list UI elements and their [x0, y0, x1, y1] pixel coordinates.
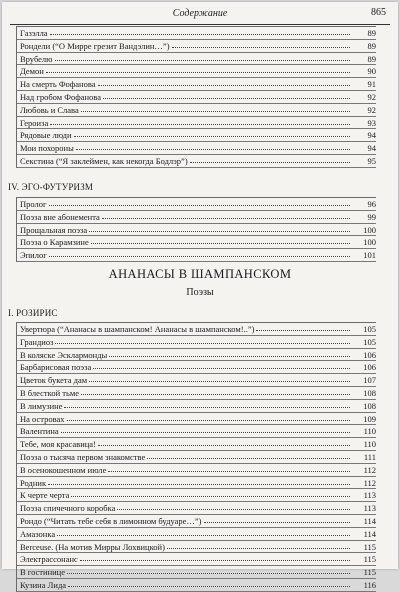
entry-page-number: 94 — [367, 143, 376, 154]
entry-title: На островах — [20, 413, 65, 424]
entry-page-number: 89 — [367, 53, 376, 64]
dot-leader — [67, 412, 350, 421]
entry-page-number: 115 — [363, 554, 376, 565]
entry-page-number: 107 — [363, 375, 376, 386]
entry-page-number: 92 — [367, 104, 376, 115]
dot-leader — [50, 116, 350, 125]
entry-page-number: 113 — [363, 503, 376, 514]
entry-title: Рондо (“Читать тебе себя в лимонном будуаре…”) — [20, 515, 202, 526]
entry-page-number: 100 — [363, 224, 376, 235]
entry-title: Родник — [20, 477, 47, 488]
toc-list-continued — [16, 26, 376, 168]
toc-list-roziris — [16, 322, 376, 592]
toc-content — [2, 25, 398, 590]
entry-title: Тебе, моя красавица! — [20, 439, 96, 450]
dot-leader — [108, 463, 350, 472]
running-header — [10, 2, 390, 24]
entry-page-number: 100 — [363, 237, 376, 248]
dot-leader — [57, 527, 350, 536]
entry-title: На смерть Фофанова — [20, 79, 96, 90]
entry-title: Рондели (“О Мирре грезит Вандэлин…”) — [20, 40, 170, 51]
entry-page-number: 95 — [367, 155, 376, 166]
entry-page-number: 116 — [363, 579, 376, 590]
dot-leader — [98, 77, 350, 86]
dot-leader — [46, 64, 350, 73]
entry-title: Прощальная поэза — [20, 224, 88, 235]
entry-title: Увертюра (“Ананасы в шампанском! Ананасы в шампанском!..”) — [20, 324, 255, 334]
toc-entry — [17, 579, 376, 592]
dot-leader — [55, 335, 350, 344]
entry-title: Цветок букета дам — [20, 375, 88, 386]
entry-title: Поэза о Карамзине — [20, 237, 89, 248]
entry-page-number: 91 — [367, 79, 376, 90]
entry-page-number: 110 — [363, 439, 376, 450]
book-title: АНАНАСЫ В ШАМПАНСКОМ — [108, 267, 292, 281]
section-heading-ego-futurism: IV. ЭГО-ФУТУРИЗМ — [8, 182, 94, 192]
entry-page-number: 114 — [363, 528, 376, 539]
dot-leader — [172, 39, 350, 48]
dot-leader — [74, 128, 350, 137]
entry-title: Демон — [20, 66, 44, 77]
book-subtitle: Поэзы — [186, 287, 214, 298]
entry-title: Героиза — [20, 117, 49, 128]
entry-title: В коляске Эсклармонды — [20, 349, 108, 360]
dot-leader — [64, 399, 350, 408]
entry-title: В лимузине — [20, 400, 63, 411]
toc-entry — [17, 249, 376, 262]
entry-title: Валентина — [20, 426, 59, 437]
section-heading-roziris: I. РОЗИРИС — [8, 308, 58, 318]
entry-page-number: 93 — [367, 117, 376, 128]
dot-leader — [81, 386, 350, 395]
dot-leader — [190, 154, 350, 163]
dot-leader — [103, 90, 350, 99]
entry-page-number: 89 — [367, 40, 376, 51]
entry-title: Поэза вне абонемента — [20, 211, 100, 222]
entry-title: К черте черта — [20, 490, 70, 501]
dot-leader — [76, 141, 350, 150]
entry-page-number: 114 — [363, 515, 376, 526]
entry-title: Поэза спичечного коробка — [20, 503, 116, 514]
entry-title: Поэза о тысяча первом знакомстве — [20, 451, 146, 462]
dot-leader — [81, 103, 350, 112]
entry-page-number: 94 — [367, 130, 376, 141]
dot-leader — [89, 223, 350, 232]
entry-title: В блесткой тьме — [20, 387, 79, 398]
entry-title: Секстина (“Я заклеймен, как некогда Бодлэр”) — [20, 155, 188, 166]
entry-page-number: 111 — [363, 451, 376, 462]
entry-title: Над гробом Фофанова — [20, 91, 101, 102]
entry-page-number: 92 — [367, 91, 376, 102]
entry-page-number: 108 — [363, 400, 376, 411]
entry-title: Газэлла — [20, 28, 48, 38]
entry-page-number: 110 — [363, 426, 376, 437]
entry-page-number: 105 — [363, 324, 376, 334]
dot-leader — [48, 476, 350, 485]
dot-leader — [68, 578, 350, 587]
entry-title: Кузина Лида — [20, 579, 67, 590]
dot-leader — [109, 348, 350, 357]
dot-leader — [256, 322, 350, 331]
dot-leader — [49, 248, 350, 257]
entry-title: В гостинице — [20, 567, 65, 578]
entry-page-number: 99 — [367, 211, 376, 222]
entry-page-number: 115 — [363, 541, 376, 552]
document-page — [2, 2, 398, 590]
entry-title: Амазонка — [20, 528, 56, 539]
entry-page-number: 112 — [363, 464, 376, 475]
entry-title: В осенокошенном июле — [20, 464, 107, 475]
dot-leader — [102, 210, 350, 219]
entry-title: Эпилог — [20, 250, 47, 261]
dot-leader — [98, 437, 350, 446]
entry-page-number: 115 — [363, 567, 376, 578]
dot-leader — [67, 565, 350, 574]
dot-leader — [50, 26, 350, 35]
dot-leader — [91, 235, 350, 244]
dot-leader — [89, 373, 350, 382]
entry-page-number: 108 — [363, 387, 376, 398]
entry-title: Грандиоз — [20, 336, 54, 347]
entry-page-number: 106 — [363, 349, 376, 360]
page-number: 865 — [371, 7, 386, 18]
entry-title: Электрассонанс — [20, 554, 78, 565]
dot-leader — [147, 450, 350, 459]
entry-title: Пролог — [20, 199, 47, 209]
running-title: Содержание — [172, 8, 228, 19]
entry-title: Рядовые люди — [20, 130, 72, 141]
entry-title: Любовь и Слава — [20, 104, 79, 115]
dot-leader — [55, 52, 350, 61]
entry-title: Врубелю — [20, 53, 53, 64]
dot-leader — [80, 552, 350, 561]
entry-page-number: 109 — [363, 413, 376, 424]
entry-page-number: 89 — [367, 28, 376, 38]
entry-title: Berceuse. (На мотив Мирры Лохвицкой) — [20, 541, 165, 552]
entry-page-number: 101 — [363, 250, 376, 261]
entry-page-number: 96 — [367, 199, 376, 209]
entry-page-number: 113 — [363, 490, 376, 501]
entry-title: Барбарисовая поэза — [20, 362, 92, 373]
toc-list-ego-futurism — [16, 197, 376, 262]
dot-leader — [93, 360, 350, 369]
entry-page-number: 90 — [367, 66, 376, 77]
entry-title: Мои похороны — [20, 143, 74, 154]
dot-leader — [71, 488, 350, 497]
dot-leader — [61, 424, 350, 433]
entry-page-number: 105 — [363, 336, 376, 347]
dot-leader — [117, 501, 350, 510]
entry-page-number: 112 — [363, 477, 376, 488]
dot-leader — [49, 197, 350, 206]
entry-page-number: 106 — [363, 362, 376, 373]
dot-leader — [167, 540, 350, 549]
toc-entry — [17, 155, 376, 168]
dot-leader — [204, 514, 351, 523]
